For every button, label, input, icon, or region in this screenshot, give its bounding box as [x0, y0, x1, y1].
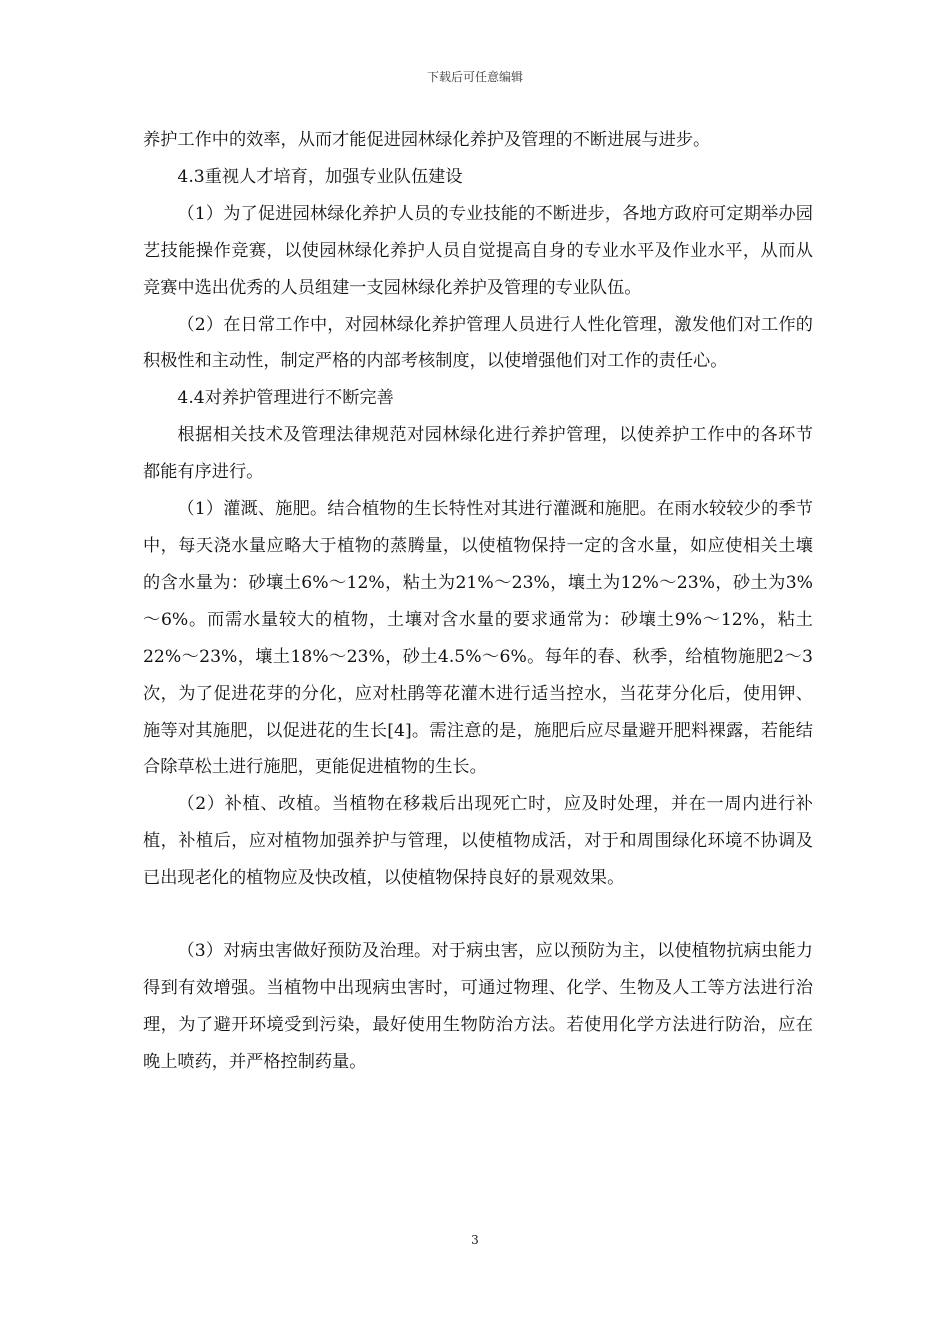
- paragraph-4-4-item-3: （3）对病虫害做好预防及治理。对于病虫害，应以预防为主，以使植物抗病虫能力得到有效增强。当植物中出现病虫害时，可通过物理、化学、生物及人工等方法进行治理，为了避开环境受到污染，最好使用生物防治方法。若使用化学方法进行防治，应在晚上喷药，并严格控制药量。: [143, 941, 813, 1072]
- paragraph-4-4-item-1: （1）灌溉、施肥。结合植物的生长特性对其进行灌溉和施肥。在雨水较较少的季节中，每天浇水量应略大于植物的蒸腾量，以使植物保持一定的含水量，如应使相关土壤的含水量为：砂壤土6%～12%，粘土为21%～23%，壤土为12%～23%，砂土为3%～6%。而需水量较大的植物，土壤对含水量的要求通常为：砂壤土9%～12%，粘土22%～23%，壤土18%～23%，砂土4.5%～6%。每年的春、秋季，给植物施肥2～3次，为了促进花芽的分化，应对杜鹃等花灌木进行适当控水，当花芽分化后，使用钾、施等对其施肥，以促进花的生长[4]。需注意的是，施肥后应尽量避开肥料裸露，若能结合除草松土进行施肥，更能促进植物的生长。: [143, 499, 813, 778]
- paragraph-4-4-intro: 根据相关技术及管理法律规范对园林绿化进行养护管理，以使养护工作中的各环节都能有序进行。: [143, 425, 813, 483]
- document-body: [143, 122, 813, 1081]
- paragraph-4-3-item-1: （1）为了促进园林绿化养护人员的专业技能的不断进步，各地方政府可定期举办园艺技能操作竞赛，以使园林绿化养护人员自觉提高自身的专业水平及作业水平，从而从竞赛中选出优秀的人员组建一支园林绿化养护及管理的专业队伍。: [143, 203, 813, 298]
- page-number: 3: [471, 1233, 479, 1247]
- page-header: 下载后可任意编辑: [426, 70, 523, 84]
- paragraph-4-3-item-2: （2）在日常工作中，对园林绿化养护管理人员进行人性化管理，激发他们对工作的积极性和主动性，制定严格的内部考核制度，以使增强他们对工作的责任心。: [143, 314, 813, 372]
- section-heading-4-4: 4.4对养护管理进行不断完善: [177, 388, 394, 409]
- section-heading-4-3: 4.3重视人才培育，加强专业队伍建设: [177, 166, 463, 187]
- paragraph-continuation: 养护工作中的效率，从而才能促进园林绿化养护及管理的不断进展与进步。: [143, 130, 711, 150]
- paragraph-4-4-item-2: （2）补植、改植。当植物在移栽后出现死亡时，应及时处理，并在一周内进行补植，补植后，应对植物加强养护与管理，以使植物成活，对于和周围绿化环境不协调及已出现老化的植物应及快改植，以使植物保持良好的景观效果。: [143, 794, 813, 889]
- blank-line: [143, 897, 813, 933]
